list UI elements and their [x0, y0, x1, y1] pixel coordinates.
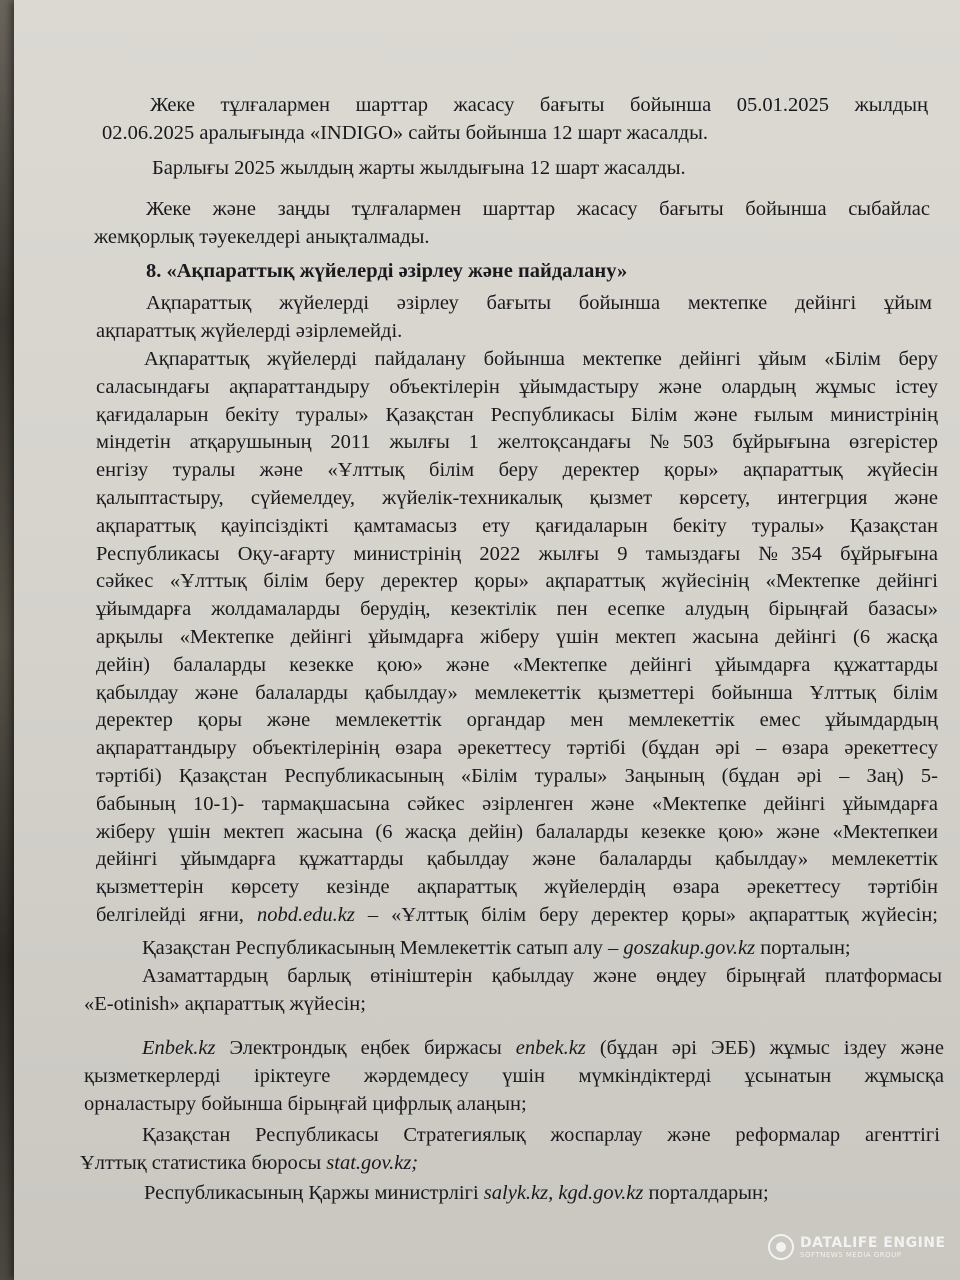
text-line: жемқорлық тәуекелдері анықталмады. [94, 225, 430, 248]
text-line: Ақпараттық жүйелерді әзірлеу бағыты бойынша мектепке дейінгі ұйым [146, 292, 932, 314]
text-line: деректер қоры және мемлекеттік органдар мен мемлекеттік емес ұйымдардың [96, 709, 938, 732]
paragraph-salyk [144, 1180, 924, 1208]
section-title: 8. «Ақпараттық жүйелерді әзірлеу және пайдалану» [146, 260, 628, 282]
text-line: қабылдау және балаларды қабылдау» мемлекеттік қызметтері бойынша Ұлттық білім [96, 681, 938, 704]
text-line: Республикасы Оқу-ағарту министрінің 2022 жылғы 9 тамыздағы №354 бұйрығына [96, 542, 938, 565]
paragraph-contracts-individuals [102, 92, 928, 148]
text-line: қызметтерін көрсету кезінде ақпараттық жүйелердің өзара әрекеттесу тәртібін [96, 876, 938, 899]
text-line: тәртібі) Қазақстан Республикасының «Білім туралы» Заңының (бұдан әрі – Заң) 5- [96, 764, 938, 787]
text-line: орналастыру бойынша бірыңғай цифрлық алаңын; [84, 1092, 527, 1115]
text-line: ақпараттандыру объектілерінің өзара әрекеттесу тәртібі (бұдан әрі – өзара әрекеттесу [96, 737, 938, 760]
text-line: дейінгі ұйымдарға құжаттарды қабылдау және балаларды қабылдау» мемлекеттік [96, 848, 938, 871]
paragraph-stat [80, 1122, 940, 1178]
text-line: ұйымдарға жолдамаларды берудің, кезектілік пен есепке алудың бірыңғай базасы» [96, 598, 938, 621]
text-line: Ақпараттық жүйелерді пайдалану бойынша мектепке дейінгі ұйым «Білім беру [144, 348, 938, 370]
paragraph-enbek [84, 1035, 944, 1118]
paragraph-e-otinish [84, 963, 942, 1019]
text-line: Enbek.kz Электрондық еңбек биржасы enbek.kz (бұдан әрі ЭЕБ) жұмыс іздеу және [142, 1037, 944, 1059]
text-line: қызметкерлерді іріктеуге жәрдемдесу үшін мүмкіндіктерді ұсынатын жұмысқа [84, 1064, 944, 1087]
text-line: жіберу үшін мектеп жасына (6 жасқа дейін) балаларды кезекке қою» және «Мектепкеи [96, 820, 938, 843]
text-line: Қазақстан Республикасы Стратегиялық жоспарлау және реформалар агенттігі [142, 1124, 940, 1146]
watermark-subtitle: SOFTNEWS MEDIA GROUP [800, 1250, 902, 1259]
text-line: сәйкес «Ұлттық білім беру деректер қоры» ақпараттық жүйесінің «Мектепке дейінгі [96, 570, 938, 593]
paragraph-goszakup [142, 935, 940, 963]
paragraph-no-corruption-risks [94, 196, 930, 252]
text-line: ақпараттық қауіпсіздікті қамтамасыз ету қағидаларын бекіту туралы» Қазақстан [96, 514, 938, 537]
text-line: енгізу туралы және «Ұлттық білім беру деректер қоры» ақпараттық жүйесін [96, 459, 938, 482]
text-line: белгілейді яғни, nobd.edu.kz – «Ұлттық білім беру деректер қоры» ақпараттық жүйесін; [96, 903, 939, 926]
datalife-logo-icon [768, 1234, 794, 1260]
text-line: Барлығы 2025 жылдың жарты жылдығына 12 шарт жасалды. [152, 157, 686, 179]
paragraph-is-usage [96, 346, 938, 930]
text-line: ақпараттық жүйелерді әзірлемейді. [96, 319, 403, 342]
watermark-title: DATALIFE ENGINE [800, 1234, 946, 1251]
section-heading-8 [146, 258, 846, 286]
text-line: «E-otinish» ақпараттық жүйесін; [84, 992, 366, 1015]
watermark [768, 1234, 946, 1260]
text-line: дейін) балаларды кезекке қою» және «Мектепке дейінгі ұйымдарға құжаттарды [96, 653, 938, 676]
text-line: қағидаларын бекіту туралы» Қазақстан Республикасы Білім және ғылым министрінің [96, 403, 938, 426]
text-line: міндетін атқарушының 2011 жылғы 1 желтоқсандағы №503 бұйрығына өзгерістер [96, 431, 938, 454]
text-line: Жеке және заңды тұлғалармен шарттар жасасу бағыты бойынша сыбайлас [146, 198, 930, 220]
text-line: 02.06.2025 аралығында «INDIGO» сайты бойынша 12 шарт жасалды. [102, 121, 709, 144]
paragraph-contracts-total [152, 155, 932, 183]
text-line: Азаматтардың барлық өтініштерін қабылдау және өңдеу бірыңғай платформасы [142, 965, 942, 987]
text-line: Республикасының Қаржы министрлігі salyk.kz, kgd.gov.kz порталдарын; [144, 1182, 769, 1204]
text-line: арқылы «Мектепке дейінгі ұйымдарға жіберу үшін мектеп жасына дейінгі (6 жасқа [96, 625, 938, 648]
document-page [14, 0, 960, 1280]
text-line: Жеке тұлғалармен шарттар жасасу бағыты бойынша 05.01.2025 жылдың [150, 94, 928, 116]
text-line: саласындағы ақпараттандыру объектілерін ұйымдастыру және олардың жұмыс істеу [96, 375, 938, 398]
text-line: бабының 10-1)- тармақшасына сәйкес әзірленген және «Мектепке дейінгі ұйымдарға [96, 792, 938, 815]
text-line: Ұлттық статистика бюросы stat.gov.kz; [80, 1151, 419, 1174]
text-line: қалыптастыру, сүйемелдеу, жүйелік-техникалық қызмет көрсету, интегрция және [96, 486, 938, 509]
paragraph-is-development [96, 290, 932, 346]
text-line: Қазақстан Республикасының Мемлекеттік сатып алу – goszakup.gov.kz порталын; [142, 937, 851, 959]
